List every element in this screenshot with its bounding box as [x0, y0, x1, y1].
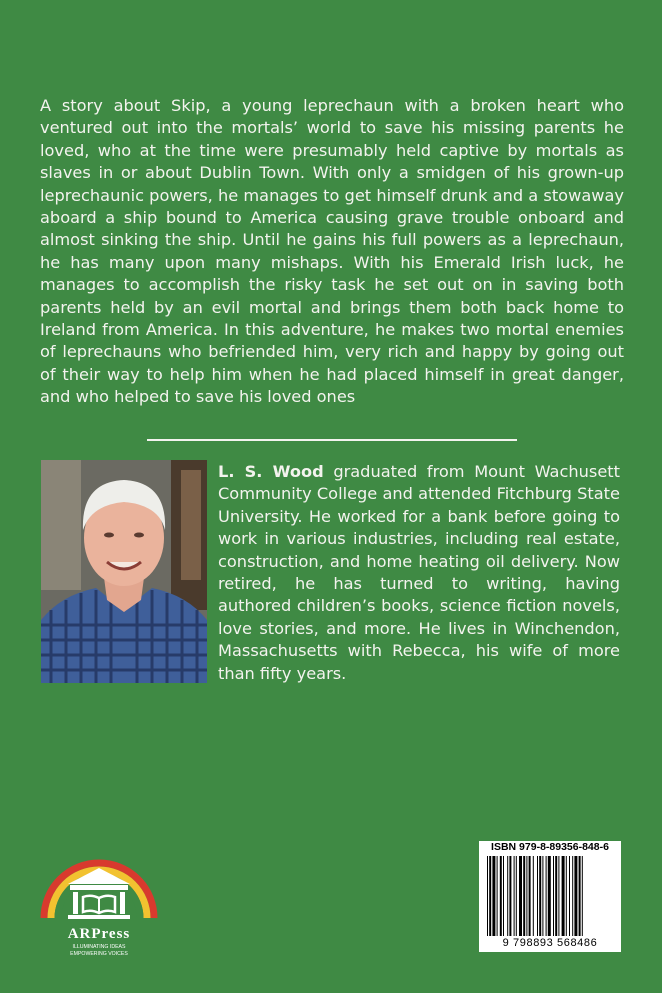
barcode-digits: 9 798893 568486: [502, 937, 598, 949]
book-blurb: A story about Skip, a young leprechaun with a broken heart who ventured out into the mortals’ world to save his missing parents he loved, who at the time were presumably held captive by mortals as slaves in or about Dublin Town. With only a smidgen of his grown-up leprechaunic powers, he manages to get himself drunk and a stowaway aboard a ship bound to America causing grave trouble onboard and almost sinking the ship. Until he gains his full powers as a leprechaun, he has many upon many mishaps. With his Emerald Irish luck, he manages to accomplish the risky task he set out on in saving both parents held by an evil mortal and brings them both back home to Ireland from America. In this adventure, he makes two mortal enemies of leprechauns who befriended him, very rich and happy by going out of their way to help him when he had placed himself in great danger, and who helped to save his loved ones: [40, 96, 624, 407]
author-bio-text: graduated from Mount Wachusett Community College and attended Fitchburg State University. He worked for a bank before going to work in various industries, including real estate, construction, and home heating oil delivery. Now retired, he has turned to writing, having authored children’s books, science fiction novels, love stories, and more. He lives in Winchendon, Massachusetts with Rebecca, his wife of more than fifty years.: [218, 462, 620, 683]
isbn-label: ISBN 979-8-89356-848-6: [491, 841, 609, 853]
author-bio: [218, 461, 620, 685]
section-divider: [147, 439, 517, 441]
publisher-name: ARPress: [67, 926, 131, 942]
barcode-bars: [487, 856, 613, 936]
author-photo: [41, 460, 207, 683]
author-name: L. S. Wood: [218, 462, 324, 481]
publisher-tagline-2: EMPOWERING VOICES: [70, 951, 128, 957]
isbn-barcode: [479, 841, 621, 952]
publisher-logo: [38, 842, 160, 960]
publisher-tagline-1: ILLUMINATING IDEAS: [72, 944, 126, 950]
